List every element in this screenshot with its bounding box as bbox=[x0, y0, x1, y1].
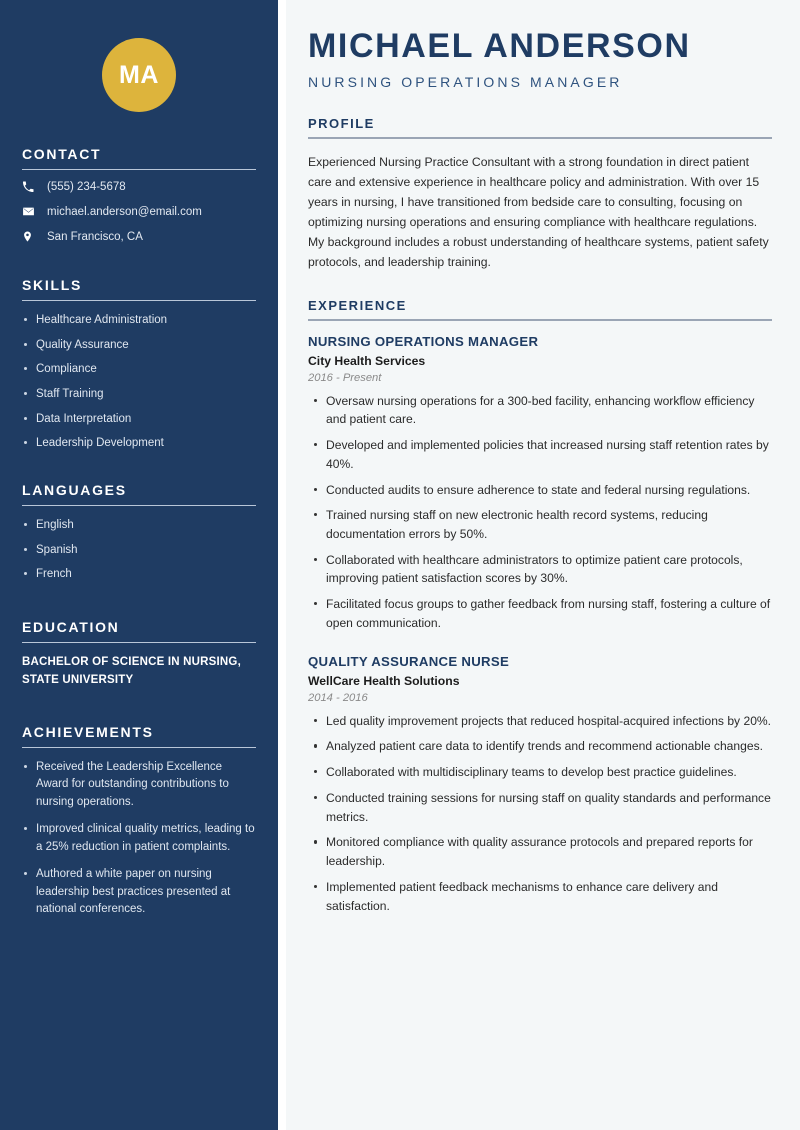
main-content bbox=[286, 0, 800, 1130]
sidebar-section-skills bbox=[22, 277, 256, 452]
envelope-icon bbox=[22, 205, 39, 218]
job-company: City Health Services bbox=[308, 353, 426, 368]
skills-heading: SKILLS bbox=[22, 277, 82, 293]
list-item: Oversaw nursing operations for a 300-bed facility, enhancing workflow efficiency and patient care. bbox=[308, 392, 772, 429]
achievements-list bbox=[22, 759, 256, 920]
map-pin-icon bbox=[22, 230, 39, 243]
sidebar-section-achievements bbox=[22, 724, 256, 920]
list-item: Improved clinical quality metrics, leading to a 25% reduction in patient complaints. bbox=[22, 821, 256, 857]
list-item: Data Interpretation bbox=[22, 411, 256, 428]
avatar-container bbox=[22, 0, 256, 112]
phone-icon bbox=[22, 181, 39, 193]
list-item: Led quality improvement projects that reduced hospital-acquired infections by 20%. bbox=[308, 712, 772, 731]
avatar: MA bbox=[102, 38, 176, 112]
achievements-heading: ACHIEVEMENTS bbox=[22, 723, 154, 740]
list-item: Trained nursing staff on new electronic health record systems, reducing documentation errors by 50%. bbox=[308, 506, 772, 543]
column-gap bbox=[278, 0, 286, 1130]
spacer bbox=[22, 112, 256, 146]
list-item: English bbox=[22, 517, 256, 534]
contact-location-value: San Francisco, CA bbox=[47, 230, 143, 243]
list-item: Staff Training bbox=[22, 386, 256, 403]
list-item: French bbox=[22, 566, 256, 583]
contact-list bbox=[22, 181, 256, 243]
list-item: Implemented patient feedback mechanisms to enhance care delivery and satisfaction. bbox=[308, 878, 772, 915]
job-role: QUALITY ASSURANCE NURSE bbox=[308, 653, 510, 669]
list-item: Facilitated focus groups to gather feedback from nursing staff, fostering a culture of open communication. bbox=[308, 595, 772, 632]
education-heading: EDUCATION bbox=[22, 619, 120, 636]
contact-item-phone[interactable] bbox=[22, 181, 256, 193]
job-role: NURSING OPERATIONS MANAGER bbox=[308, 333, 539, 349]
contact-heading: CONTACT bbox=[22, 146, 102, 162]
list-item: Conducted audits to ensure adherence to state and federal nursing regulations. bbox=[308, 481, 772, 500]
list-item: Spanish bbox=[22, 542, 256, 559]
skills-divider bbox=[22, 300, 256, 301]
skills-list bbox=[22, 312, 256, 452]
contact-divider bbox=[22, 169, 256, 170]
spacer bbox=[308, 640, 772, 654]
list-item: Collaborated with multidisciplinary teams to develop best practice guidelines. bbox=[308, 763, 772, 782]
sidebar-section-education bbox=[22, 619, 256, 690]
job-bullet-list bbox=[308, 392, 772, 633]
languages-list bbox=[22, 517, 256, 583]
achievements-divider bbox=[22, 747, 256, 748]
job-company: WellCare Health Solutions bbox=[308, 673, 460, 688]
profile-divider bbox=[308, 137, 772, 139]
list-item: Compliance bbox=[22, 361, 256, 378]
education-entry: BACHELOR OF SCIENCE IN NURSING, STATE UNIVERSITY bbox=[22, 656, 241, 686]
list-item: Conducted training sessions for nursing staff on quality standards and performance metrics. bbox=[308, 789, 772, 826]
sidebar-section-contact bbox=[22, 146, 256, 243]
professional-title: NURSING OPERATIONS MANAGER bbox=[308, 74, 623, 91]
experience-heading: EXPERIENCE bbox=[308, 297, 407, 313]
job-dates: 2016 - Present bbox=[308, 371, 382, 384]
job-bullet-list bbox=[308, 712, 772, 916]
list-item: Collaborated with healthcare administrators to optimize patient care protocols, improving patient satisfaction scores by 30%. bbox=[308, 551, 772, 588]
education-divider bbox=[22, 642, 256, 643]
list-item: Received the Leadership Excellence Award for outstanding contributions to nursing operations. bbox=[22, 759, 256, 812]
list-item: Healthcare Administration bbox=[22, 312, 256, 329]
list-item: Leadership Development bbox=[22, 435, 256, 452]
spacer bbox=[22, 255, 256, 277]
job-dates: 2014 - 2016 bbox=[308, 691, 368, 704]
languages-divider bbox=[22, 505, 256, 506]
contact-item-location[interactable] bbox=[22, 230, 256, 243]
list-item: Quality Assurance bbox=[22, 337, 256, 354]
experience-entry bbox=[308, 654, 772, 916]
languages-heading: LANGUAGES bbox=[22, 482, 127, 499]
sidebar bbox=[0, 0, 278, 1130]
spacer bbox=[22, 460, 256, 482]
list-item: Monitored compliance with quality assurance protocols and prepared reports for leadership. bbox=[308, 833, 772, 870]
profile-text: Experienced Nursing Practice Consultant with a strong foundation in direct patient care and extensive experience in healthcare policy and administration. With over 15 years in nursing, I have transitioned from bedside care to consulting, focusing on optimizing nursing operations and ensuring compliance with healthcare regulations. My background includes a robust understanding of healthcare systems, patient safety protocols, and leadership training. bbox=[308, 154, 769, 269]
section-experience bbox=[308, 298, 772, 915]
page-title: MICHAEL ANDERSON bbox=[308, 27, 691, 65]
contact-item-email[interactable] bbox=[22, 205, 256, 218]
spacer bbox=[22, 591, 256, 619]
section-profile bbox=[308, 116, 772, 272]
spacer bbox=[22, 690, 256, 724]
contact-phone-value: (555) 234-5678 bbox=[47, 181, 126, 193]
experience-divider bbox=[308, 319, 772, 321]
contact-email-value: michael.anderson@email.com bbox=[47, 205, 202, 218]
profile-heading: PROFILE bbox=[308, 116, 375, 132]
list-item: Analyzed patient care data to identify trends and recommend actionable changes. bbox=[308, 737, 772, 756]
sidebar-section-languages bbox=[22, 482, 256, 583]
list-item: Developed and implemented policies that increased nursing staff retention rates by 40%. bbox=[308, 436, 772, 473]
list-item: Authored a white paper on nursing leadership best practices presented at national conferences. bbox=[22, 866, 256, 919]
experience-entry bbox=[308, 334, 772, 633]
